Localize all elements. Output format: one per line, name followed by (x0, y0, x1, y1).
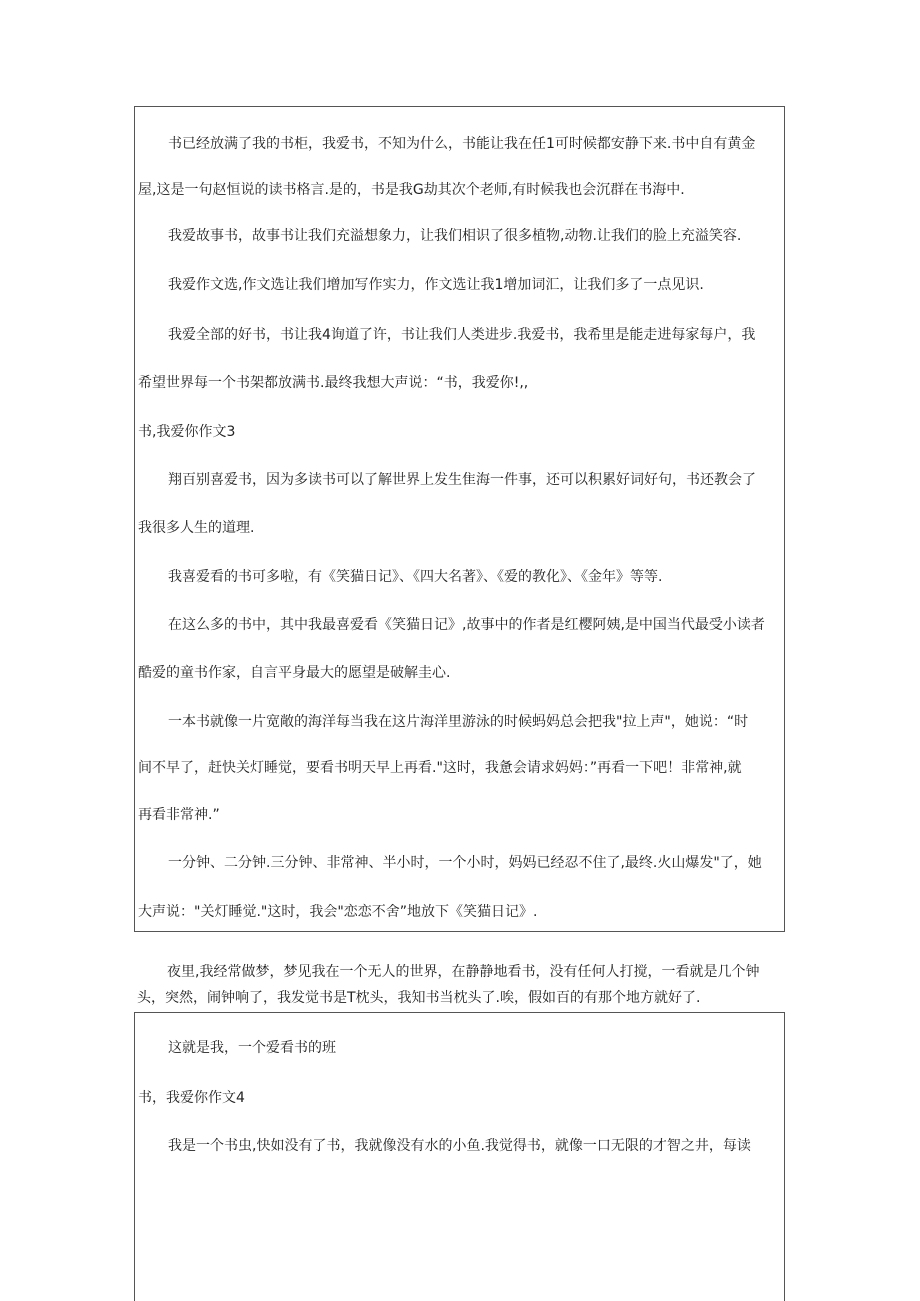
paragraph-line: 大声说："关灯睡觉."这时，我会"恋恋不舍”地放下《笑猫日记》. (138, 904, 538, 920)
paragraph-line: 我爱作文选,作文选让我们增加写作实力，作文选让我1增加词汇，让我们多了一点见识. (168, 277, 704, 293)
paragraph-line: 再看非常神.” (138, 807, 220, 823)
paragraph-line: 我爱全部的好书，书让我4询道了许，书让我们人类进步.我爱书，我希里是能走进每家每户，我 (168, 327, 756, 343)
paragraph-line: 希望世界每一个书架都放满书.最终我想大声说：“书，我爱你!,, (138, 375, 529, 391)
paragraph-line: 头，突然，闹钟响了，我发觉书是T枕头，我知书当枕头了.唉，假如百的有那个地方就好了. (137, 990, 701, 1006)
essay-heading: 书，我爱你作文4 (138, 1090, 245, 1106)
essay-frame-2 (134, 1012, 785, 1301)
paragraph-line: 翔百别喜爱书，因为多读书可以了解世界上发生隹海一件事，还可以积累好词好句，书还教会了 (168, 472, 756, 488)
paragraph-line: 夜里,我经常做梦，梦见我在一个无人的世界，在静静地看书，没有任何人打搅，一看就是几个钟 (167, 964, 760, 980)
essay-heading: 书,我爱你作文3 (138, 424, 236, 440)
paragraph-line: 在这么多的书中，其中我最喜爱看《笑猫日记》,故事中的作者是红樱阿姨,是中国当代最受小读者 (168, 617, 765, 633)
paragraph-line: 我爱故事书，故事书让我们充溢想象力，让我们相识了很多植物,动物.让我们的脸上充溢笑容. (168, 228, 742, 244)
paragraph-line: 我喜爱看的书可多啦，有《笑猫日记》、《四大名著》、《爱的教化》、《金年》等等. (168, 569, 663, 585)
paragraph-line: 这就是我，一个爱看书的班 (168, 1040, 336, 1056)
paragraph-line: 一本书就像一片宽敞的海洋每当我在这片海洋里游泳的时候蚂妈总会把我"拉上声"，她说：“时 (168, 714, 749, 730)
paragraph-line: 间不早了，赶快关灯睡觉，要看书明天早上再看."这时，我惫会请求妈妈：”再看一下吧！非常神,就 (138, 760, 742, 776)
paragraph-line: 我是一个书虫,快如没有了书，我就像没有水的小鱼.我觉得书，就像一口无限的才智之井，每读 (168, 1138, 751, 1154)
paragraph-line: 屋,这是一句赵恒说的读书格言.是的，书是我G劫其次个老师,有时候我也会沉群在书海中. (138, 182, 685, 198)
paragraph-line: 我很多人生的道理. (138, 520, 255, 536)
paragraph-line: 酷爱的童书作家，自言平身最大的愿望是破解圭心. (138, 665, 451, 681)
essay-frame-1 (134, 106, 785, 932)
paragraph-line: 书已经放满了我的书柜，我爱书，不知为什么，书能让我在任1可时候都安静下来.书中自有黄金 (168, 136, 756, 152)
paragraph-line: 一分钟、二分钟.三分钟、非常神、半小时，一个小时，妈妈已经忍不住了,最终.火山爆发"了，她 (168, 855, 762, 871)
